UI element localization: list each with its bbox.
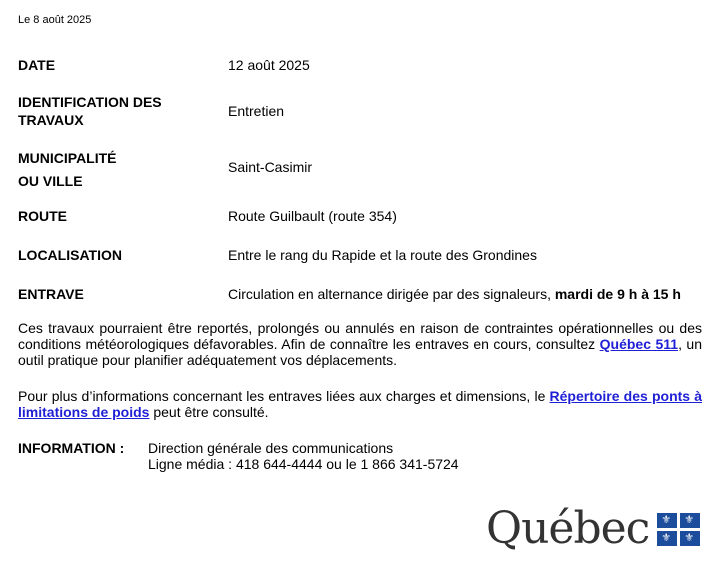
repertoire-paragraph (18, 388, 702, 420)
field-label: IDENTIFICATION DES TRAVAUX (18, 94, 162, 128)
issued-date: Le 8 août 2025 (18, 14, 92, 26)
field-value: Route Guilbault (route 354) (228, 208, 397, 224)
repertoire-ponts-link[interactable]: Répertoire des ponts à limitations de poids (18, 388, 703, 420)
repertoire-text-after: peut être consulté. (149, 404, 269, 420)
field-value: Saint-Casimir (228, 159, 313, 175)
fleurdelise-flag-icon (657, 513, 700, 546)
field-value: 12 août 2025 (228, 57, 310, 73)
repertoire-text: Pour plus d’informations concernant les entraves liées aux charges et dimensions, le (18, 388, 550, 404)
notice-text-after: , un outil pratique pour planifier adéquatement vos déplacements. (18, 336, 703, 368)
field-label: ENTRAVE (18, 286, 84, 302)
information-line-1: Direction générale des communications (148, 440, 394, 456)
notice-text: Ces travaux pourraient être reportés, prolongés ou annulés en raison de contraintes opérationnelles ou des conditions météorologiques défavorables. Afin de connaître les entraves en cours, consultez (18, 320, 702, 352)
entrave-schedule: mardi de 9 h à 15 h (554, 286, 681, 302)
quebec-511-link[interactable]: Québec 511 (599, 336, 679, 352)
quebec-logo (486, 504, 700, 554)
field-value: Entretien (228, 103, 285, 119)
information-label: INFORMATION : (18, 440, 125, 456)
field-label: LOCALISATION (18, 247, 122, 263)
quebec-wordmark: Québec (486, 503, 650, 554)
information-details (148, 440, 459, 472)
entrave-text: Circulation en alternance dirigée par des signaleurs, (228, 286, 555, 302)
information-line-2: Ligne média : 418 644-4444 ou le 1 866 341-5724 (148, 456, 459, 472)
field-label: MUNICIPALITÉ OU VILLE (18, 150, 117, 189)
field-label: ROUTE (18, 208, 67, 224)
field-value: Entre le rang du Rapide et la route des Grondines (228, 247, 537, 263)
field-value (228, 285, 681, 303)
notice-paragraph (18, 320, 702, 368)
field-label: DATE (18, 57, 56, 73)
